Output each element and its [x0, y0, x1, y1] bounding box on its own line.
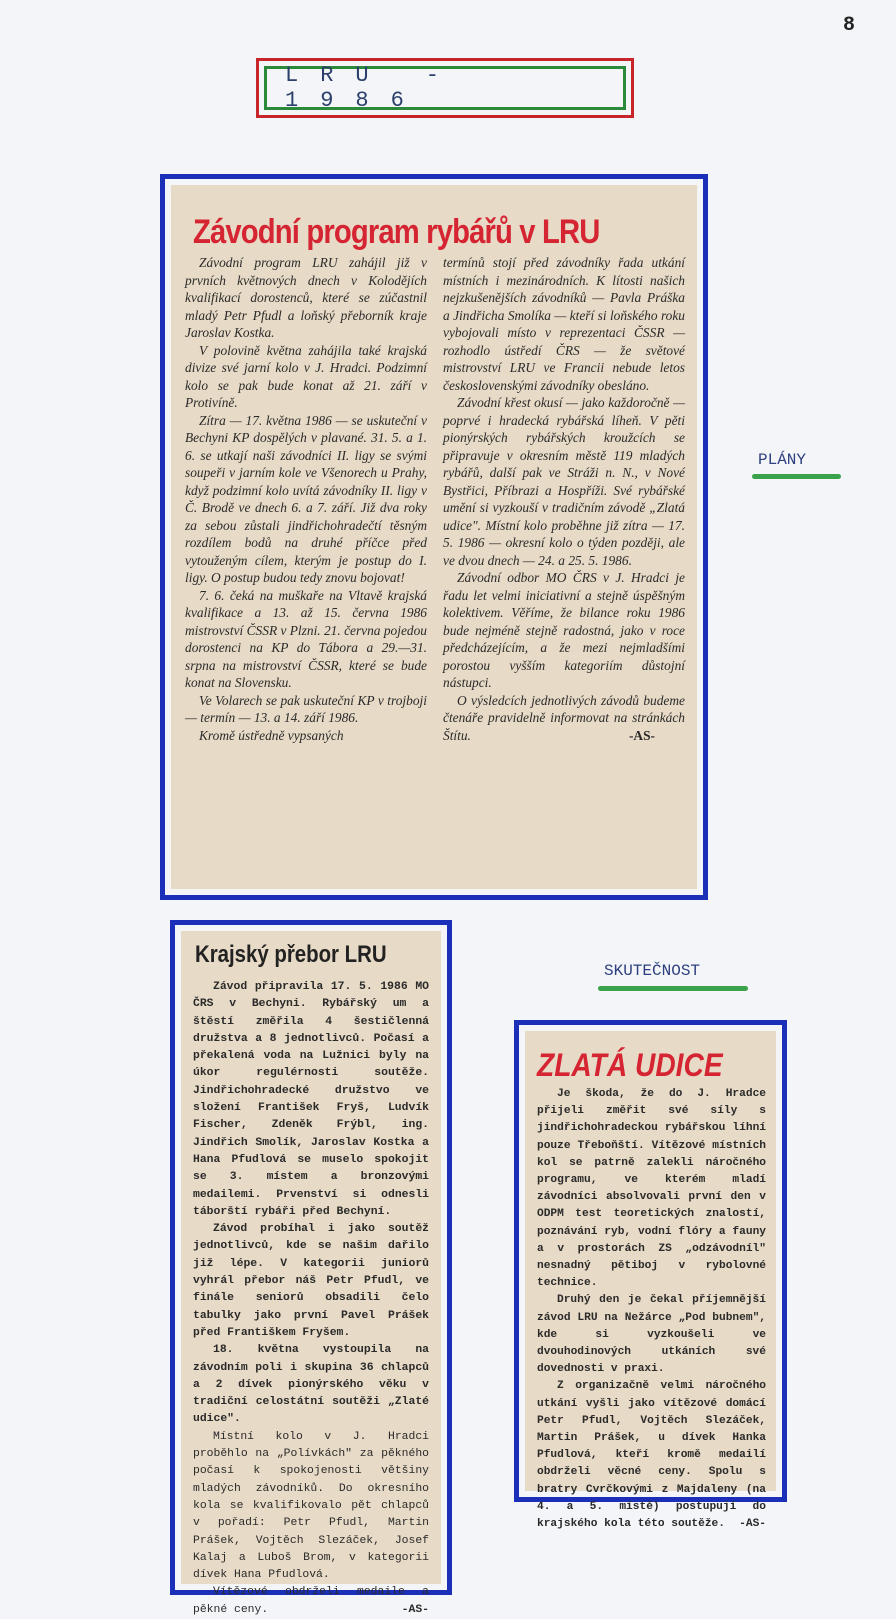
- clipping-main-article: [160, 174, 708, 900]
- paragraph: Ve Volarech se pak uskuteční KP v trojboji — termín — 13. a 14. září 1986.: [185, 692, 427, 725]
- paragraph: Druhý den je čekal příjemnější závod LRU na Nežárce „Pod bubnem", kde si vyzkoušeli ve dvouhodinových utkáních své dovednosti v praxi.: [537, 1294, 766, 1376]
- paragraph: 18. května vystoupila na závodním poli i skupina 36 chlapců a 2 dívek pionýrského věku v tradiční celostátní soutěži „Zlaté udice".: [193, 1344, 429, 1426]
- header-title: LRU - 1986: [264, 66, 626, 110]
- newspaper-clipping: [181, 931, 441, 1616]
- paragraph: Vítězové obdrželi medaile a pěkné ceny.: [193, 1586, 429, 1616]
- article-column-left: [185, 254, 427, 745]
- article-title: ZLATÁ UDICE: [537, 1047, 723, 1083]
- paragraph: Závod připravila 17. 5. 1986 MO ČRS v Bechyni. Rybářský um a štěstí změřila 4 šestičlenná družstva a 8 jednotlivců. Počasí a překalená voda na Lužnici byly na úkor regulérnosti soutěže. Jindřichohradecké družstvo ve složení František Fryš, Ludvík Fischer, Zdeněk Frýbl, ing. Jindřich Smolík, Jaroslav Kostka a Hana Pfudlová se muselo spokojit se 3. místem a bronzovými medailemi. Prvenství si odnesli táborští rybáři před Bechyní.: [193, 981, 429, 1218]
- signature: -AS-: [401, 1603, 429, 1616]
- paragraph: Závod probíhal i jako soutěž jednotlivců, kde se našim dařilo již lépe. V kategorii juniorů vyhrál přebor náš Petr Pfudl, ve finále seniorů obsadili čelo tabulky jako první Pavel Prášek před Františkem Fryšem.: [193, 1223, 429, 1339]
- clipping-regional-championship: [170, 920, 452, 1616]
- newspaper-clipping: [525, 1031, 776, 1531]
- newspaper-clipping: [171, 185, 697, 889]
- paragraph: Závodní křest okusí — jako každoročně — poprvé i hradecká rybářská líheň. V pěti pionýrských rybářských kroužcích se připravuje v okresním městě 119 mladých rybářů, další pak ve Stráži n. N., v Nové Bystřici, Příbrazi a Hospříži. Své rybářské umění si vyzkouší v tradičním závodě „Zlatá udice". Místní kolo proběhne již zítra — 17. 5. 1986 — okresní kolo o týden později, ale ve dvou dnech — 24. a 25. 5. 1986.: [443, 395, 685, 568]
- paragraph: 7. 6. čeká na muškaře na Vltavě krajská kvalifikace a 13. až 15. června 1986 mistrovství ČSSR v Plzni. 21. června pojedou dorostenci na KP do Tábora a 29.—31. srpna na mistrovství ČSSR, které se bude konat na Slovensku.: [185, 587, 427, 690]
- label-plans: PLÁNY: [758, 451, 807, 469]
- clipping-golden-rod: [514, 1020, 787, 1531]
- signature: -AS-: [739, 1518, 766, 1531]
- paragraph: O výsledcích jednotlivých závodů budeme čtenáře pravidelně informovat na stránkách Štítu.: [443, 692, 685, 743]
- article-title: Krajský přebor LRU: [195, 941, 387, 968]
- signature: -AS-: [628, 728, 655, 743]
- article-column-right: [443, 254, 685, 745]
- paragraph: Z organizačně velmi náročného utkání vyšli jako vítězové domácí Petr Pfudl, Vojtěch Slezáček, Martin Prášek, u dívek Hanka Pfudlová, kteří kromě medailí obdrželi věcné ceny. Spolu s bratry Cvrčkovými z Majdaleny (na 4. a 5. místě) postupují do krajského kola této soutěže.: [537, 1380, 766, 1531]
- paragraph: Závodní odbor MO ČRS v J. Hradci je řadu let velmi iniciativní a stejně úspěšným kolektivem. Věříme, že bilance roku 1986 bude nejméně stejně radostná, jako v roce předcházejícím, a že mezi nejmladšími porostou vyšším kategoriím důstojní nástupci.: [443, 570, 685, 690]
- green-underline: [752, 474, 841, 479]
- label-reality: SKUTEČNOST: [604, 962, 701, 980]
- article-title: Závodní program rybářů v LRU: [193, 213, 600, 251]
- paragraph: Zítra — 17. května 1986 — se uskuteční v Bechyni KP dospělých v plavané. 31. 5. a 1. 6. se utkají naši závodníci II. ligy se svými soupeři v jarním kole ve Všenorech u Prahy, když podzimní kolo uvítá závodníky II. ligy v Č. Brodě ve dnech 6. a 7. září. Již dva roky za sebou zůstali jindřichohradečtí těsným rozdílem bodů na druhé příčce před vytouženým cílem, kterým je postup do I. ligy. O postup budou tedy znovu bojovat!: [185, 412, 427, 585]
- page-number: 8: [843, 14, 856, 37]
- paragraph: Závodní program LRU zahájil již v prvních květnových dnech v Kolodějích kvalifikací dorostenců, které se zúčastnil mladý Petr Pfudl a loňský přeborník kraje Jaroslav Kostka.: [185, 255, 427, 340]
- green-underline: [598, 986, 748, 991]
- paragraph: Kromě ústředně vypsaných: [199, 727, 344, 743]
- paragraph: termínů stojí před závodníky řada utkání místních i mezinárodních. K lítosti našich nejzkušenějších závodníků — Pavla Práška a Jindřicha Smolíka — kteří si loňského roku vybojovali místo v reprezentaci ČSSR — rozhodlo ústředí ČRS — že světové mistrovství LRU ve Francii nebude letos československými závodníky obesláno.: [443, 255, 685, 393]
- paragraph: Místní kolo v J. Hradci proběhlo na „Polívkách" za pěkného počasí k spokojenosti většiny mladých závodníků. Do okresního kola se kvalifikovalo pět chlapců v pořadí: Petr Pfudl, Martin Prášek, Vojtěch Slezáček, Josef Kalaj a Luboš Brom, v kategorii dívek Hana Pfudlová.: [193, 1430, 429, 1582]
- header-frame: [256, 58, 634, 118]
- paragraph: Je škoda, že do J. Hradce přijeli změřit své síly s jindřichohradeckou rybářskou líhní pouze Třeboňští. Vítězové místních kol se patrně zalekli náročného programu, ve kterém mladí závodníci absolvovali první den v ODPM test teoretických znalostí, poznávání ryb, vodní flóry a fauny a v prostorách ZS „odzávodníl" nesnadný pětiboj v rybolovné technice.: [537, 1088, 766, 1290]
- paragraph: V polovině května zahájila také krajská divize své jarní kolo v J. Hradci. Podzimní kolo se pak bude konat až 21. září v Protivíně.: [185, 342, 427, 410]
